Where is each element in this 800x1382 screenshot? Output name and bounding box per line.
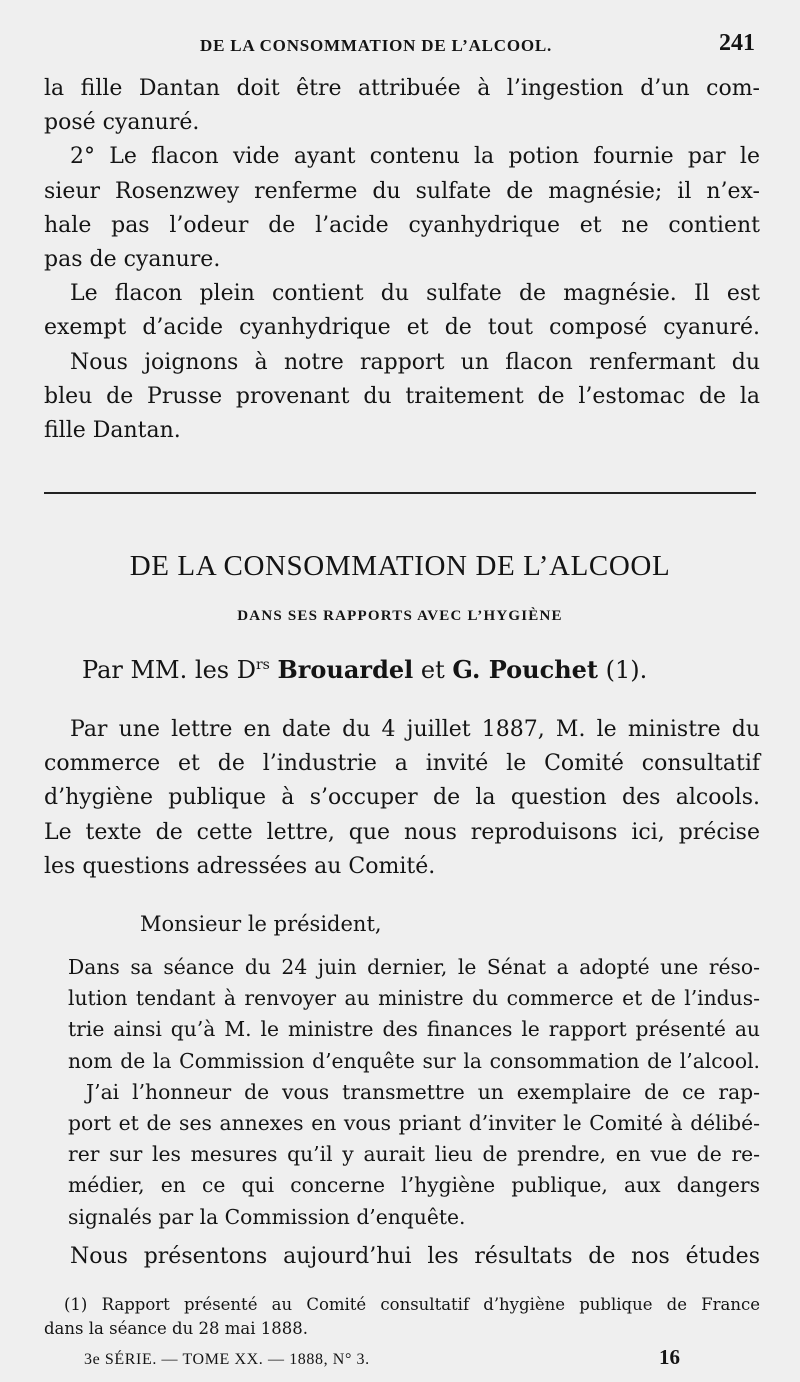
letter-salutation: Monsieur le président, bbox=[140, 912, 382, 936]
text-line: exempt d’acide cyanhydrique et de tout composé cyanuré. bbox=[44, 315, 760, 341]
running-title: DE LA CONSOMMATION DE L’ALCOOL. bbox=[200, 36, 553, 55]
text-line: lution tendant à renvoyer au ministre du commerce et de l’indus- bbox=[68, 986, 760, 1011]
section-divider bbox=[44, 492, 756, 494]
author-name: Brouardel bbox=[277, 655, 414, 684]
paragraph bbox=[44, 140, 760, 277]
top-text bbox=[44, 72, 760, 448]
text-line: Le flacon plein contient du sulfate de magnésie. Il est bbox=[70, 281, 760, 307]
text-line: Dans sa séance du 24 juin dernier, le Sénat a adopté une réso- bbox=[68, 955, 760, 979]
text-line: hale pas l’odeur de l’acide cyanhydrique et ne contient bbox=[44, 212, 760, 238]
text-line: port et de ses annexes en vous priant d’inviter le Comité à délibé- bbox=[68, 1110, 760, 1135]
paragraph bbox=[44, 72, 760, 140]
text-line: signalés par la Commission d’enquête. bbox=[68, 1204, 466, 1229]
text-line: posé cyanuré. bbox=[44, 110, 200, 136]
text-line: J’ai l’honneur de vous transmettre un exemplaire de ce rap- bbox=[86, 1079, 760, 1104]
text-line: pas de cyanure. bbox=[44, 246, 221, 272]
text-line: bleu de Prusse provenant du traitement de l’estomac de la bbox=[44, 383, 760, 409]
text-line: trie ainsi qu’à M. le ministre des finances le rapport présenté au bbox=[68, 1017, 760, 1042]
text-line: Nous joignons à notre rapport un flacon renfermant du bbox=[70, 349, 760, 375]
footnote-reference: (1). bbox=[605, 656, 648, 684]
page-number: 241 bbox=[719, 30, 755, 56]
text-line: nom de la Commission d’enquête sur la consommation de l’alcool. bbox=[68, 1048, 760, 1073]
text-line: Par une lettre en date du 4 juillet 1887, M. le ministre du bbox=[70, 717, 760, 742]
text-line: Nous présentons aujourd’hui les résultats de nos études bbox=[70, 1244, 760, 1269]
article-subtitle: DANS SES RAPPORTS AVEC L’HYGIÈNE bbox=[237, 608, 563, 624]
text-line: d’hygiène publique à s’occuper de la question des alcools. bbox=[44, 785, 760, 811]
paragraph bbox=[44, 277, 760, 345]
paragraph bbox=[44, 346, 760, 449]
quoted-letter bbox=[68, 952, 760, 1233]
text-line: 2° Le flacon vide ayant contenu la potion fournie par le bbox=[70, 144, 760, 170]
text-line: médier, en ce qui concerne l’hygiène publique, aux dangers bbox=[68, 1173, 760, 1198]
text-line: sieur Rosenzwey renferme du sulfate de magnésie; il n’ex- bbox=[44, 178, 760, 204]
text-line: fille Dantan. bbox=[44, 417, 181, 443]
letter-paragraph bbox=[68, 952, 760, 1077]
byline-prefix: Par MM. les D bbox=[82, 656, 256, 684]
author-name: G. Pouchet bbox=[452, 655, 599, 684]
footnote-line: dans la séance du 28 mai 1888. bbox=[44, 1319, 308, 1338]
text-line: la fille Dantan doit être attribuée à l’ingestion d’un com- bbox=[44, 76, 760, 101]
text-line: les questions adressées au Comité. bbox=[44, 853, 436, 879]
text-line: rer sur les mesures qu’il y aurait lieu de prendre, en vue de re- bbox=[68, 1142, 760, 1167]
byline-superscript: rs bbox=[255, 657, 270, 673]
running-head bbox=[0, 30, 800, 66]
footnote bbox=[44, 1293, 760, 1341]
byline bbox=[82, 655, 647, 684]
closing-paragraph bbox=[44, 1240, 760, 1274]
letter-paragraph bbox=[68, 1077, 760, 1233]
intro-paragraph bbox=[44, 713, 760, 884]
article-title: DE LA CONSOMMATION DE L’ALCOOL bbox=[129, 550, 671, 582]
footnote-line: (1) Rapport présenté au Comité consultatif d’hygiène publique de France bbox=[64, 1295, 760, 1314]
sheet-number: 16 bbox=[659, 1345, 680, 1369]
printer-signature: 3e SÉRIE. — TOME XX. — 1888, N° 3. bbox=[84, 1351, 370, 1368]
text-line: commerce et de l’industrie a invité le Comité consultatif bbox=[44, 751, 760, 777]
byline-connector: et bbox=[420, 656, 445, 684]
text-line: Le texte de cette lettre, que nous reproduisons ici, précise bbox=[44, 819, 760, 845]
